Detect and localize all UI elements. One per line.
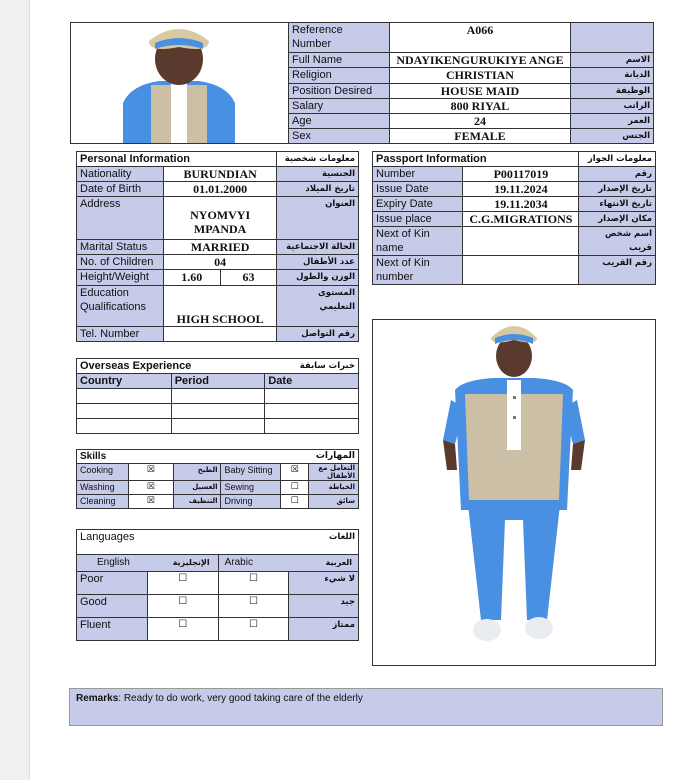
full-name-value: NDAYIKENGURUKIYE ANGE (389, 53, 571, 68)
skill-sewing-label: Sewing (221, 481, 281, 495)
address-arabic: العنوان (277, 197, 359, 240)
english-good-checkbox[interactable]: ☐ (147, 595, 218, 618)
salary-label: Salary (288, 98, 389, 113)
language-good-arabic: جيد (289, 595, 359, 618)
remarks-text: : Ready to do work, very good taking care of the elderly (118, 693, 363, 704)
skill-cleaning-label: Cleaning (77, 495, 129, 509)
full-body-photo (372, 319, 656, 666)
issue-date-value: 19.11.2024 (463, 182, 579, 197)
skill-driving-arabic: سائق (309, 495, 359, 509)
tel-value (163, 327, 277, 342)
religion-label: Religion (288, 68, 389, 83)
dob-arabic: تاريخ الميلاد (277, 182, 359, 197)
age-label: Age (288, 113, 389, 128)
marital-arabic: الحالة الاجتماعية (277, 240, 359, 255)
kin-number-arabic: رقم القريب (579, 256, 656, 285)
skill-washing-label: Washing (77, 481, 129, 495)
skill-washing-arabic: الغسيل (173, 481, 221, 495)
english-fluent-checkbox[interactable]: ☐ (147, 618, 218, 641)
education-arabic: المستوى التعليمي (277, 286, 359, 327)
nationality-label: Nationality (77, 167, 164, 182)
skill-cooking-checkbox[interactable]: ☒ (128, 464, 173, 481)
overseas-row (77, 404, 359, 419)
issue-place-label: Issue place (373, 212, 463, 227)
skill-sewing-arabic: الخياطة (309, 481, 359, 495)
height-weight-arabic: الوزن والطول (277, 270, 359, 286)
arabic-good-checkbox[interactable]: ☐ (218, 595, 289, 618)
position-value: HOUSE MAID (389, 83, 571, 98)
skill-babysitting-label: Baby Sitting (221, 464, 281, 481)
english-arabic: الإنجليزية (172, 558, 210, 567)
reference-label: Reference Number (288, 23, 389, 53)
skill-cleaning-arabic: التنظيف (173, 495, 221, 509)
english-label: English (97, 557, 130, 568)
expiry-date-arabic: تاريخ الانتهاء (579, 197, 656, 212)
language-fluent-arabic: ممتاز (289, 618, 359, 641)
reference-value: A066 (389, 23, 571, 53)
header-block (70, 22, 654, 144)
age-value: 24 (389, 113, 571, 128)
language-good-label: Good (77, 595, 148, 618)
address-label: Address (77, 197, 164, 240)
sex-value: FEMALE (389, 128, 571, 143)
issue-place-arabic: مكان الإصدار (579, 212, 656, 227)
skill-cooking-label: Cooking (77, 464, 129, 481)
passport-info-title: Passport Information (373, 152, 579, 167)
full-name-label: Full Name (288, 53, 389, 68)
height-weight-cell (163, 270, 277, 286)
sex-label: Sex (288, 128, 389, 143)
overseas-header-country: Country (77, 374, 172, 389)
arabic-arabic: العربية (325, 558, 352, 567)
tel-arabic: رقم التواصل (277, 327, 359, 342)
languages-title-arabic: اللغات (218, 530, 358, 555)
skills-title-arabic: المهارات (221, 450, 359, 464)
kin-number-value (463, 256, 579, 285)
dob-label: Date of Birth (77, 182, 164, 197)
arabic-poor-checkbox[interactable]: ☐ (218, 572, 289, 595)
skill-babysitting-arabic: التعامل مع الأطفال (309, 464, 359, 481)
personal-info-section (76, 151, 359, 342)
page-side-rail (0, 0, 30, 780)
expiry-date-label: Expiry Date (373, 197, 463, 212)
skill-cleaning-checkbox[interactable]: ☒ (128, 495, 173, 509)
passport-number-value: P00117019 (463, 167, 579, 182)
education-value: HIGH SCHOOL (163, 286, 277, 327)
skill-babysitting-checkbox[interactable]: ☒ (281, 464, 309, 481)
kin-name-label: Next of Kin name (373, 227, 463, 256)
skill-washing-checkbox[interactable]: ☒ (128, 481, 173, 495)
language-poor-arabic: لا شيء (289, 572, 359, 595)
passport-number-label: Number (373, 167, 463, 182)
skills-section (76, 449, 359, 509)
remarks-label: Remarks (76, 693, 119, 704)
personal-info-title: Personal Information (77, 152, 277, 167)
address-value: NYOMVYI MPANDA (163, 197, 277, 240)
english-poor-checkbox[interactable]: ☐ (147, 572, 218, 595)
height-weight-label: Height/Weight (77, 270, 164, 286)
language-fluent-label: Fluent (77, 618, 148, 641)
skill-driving-checkbox[interactable]: ☐ (281, 495, 309, 509)
kin-name-value (463, 227, 579, 256)
tel-label: Tel. Number (77, 327, 164, 342)
skills-title: Skills (77, 450, 221, 464)
children-value: 04 (163, 255, 277, 270)
portrait-photo (71, 23, 287, 143)
dob-value: 01.01.2000 (163, 182, 277, 197)
arabic-label: Arabic (224, 557, 253, 568)
age-arabic: العمر (571, 113, 654, 128)
religion-arabic: الديانة (571, 68, 654, 83)
kin-number-label: Next of Kin number (373, 256, 463, 285)
issue-place-value: C.G.MIGRATIONS (463, 212, 579, 227)
overseas-header-date: Date (265, 374, 359, 389)
weight-value: 63 (242, 270, 255, 284)
religion-value: CHRISTIAN (389, 68, 571, 83)
sex-arabic: الجنس (571, 128, 654, 143)
height-value: 1.60 (164, 270, 220, 285)
marital-label: Marital Status (77, 240, 164, 255)
full-name-arabic: الاسم (571, 53, 654, 68)
overseas-row (77, 419, 359, 434)
arabic-header-cell (218, 555, 358, 572)
overseas-title-arabic: خبرات سابقة (265, 359, 359, 374)
salary-value: 800 RIYAL (389, 98, 571, 113)
reference-arabic (571, 23, 654, 53)
children-label: No. of Children (77, 255, 164, 270)
passport-number-arabic: رقم (579, 167, 656, 182)
expiry-date-value: 19.11.2034 (463, 197, 579, 212)
nationality-arabic: الجنسية (277, 167, 359, 182)
language-poor-label: Poor (77, 572, 148, 595)
children-arabic: عدد الأطفال (277, 255, 359, 270)
salary-arabic: الراتب (571, 98, 654, 113)
kin-name-arabic: اسم شخص قريب (579, 227, 656, 256)
languages-section (76, 529, 359, 641)
overseas-header-period: Period (171, 374, 265, 389)
portrait-cell (71, 23, 289, 144)
skill-sewing-checkbox[interactable]: ☐ (281, 481, 309, 495)
issue-date-label: Issue Date (373, 182, 463, 197)
education-label: Education Qualifications (77, 286, 164, 327)
passport-info-title-arabic: معلومات الجواز (579, 152, 656, 167)
overseas-title: Overseas Experience (77, 359, 265, 374)
full-body-figure (373, 320, 655, 665)
issue-date-arabic: تاريخ الإصدار (579, 182, 656, 197)
nationality-value: BURUNDIAN (163, 167, 277, 182)
marital-value: MARRIED (163, 240, 277, 255)
personal-info-title-arabic: معلومات شخصية (277, 152, 359, 167)
overseas-experience-section (76, 358, 359, 434)
position-label: Position Desired (288, 83, 389, 98)
position-arabic: الوظيفة (571, 83, 654, 98)
english-header-cell (77, 555, 219, 572)
languages-title: Languages (77, 530, 219, 555)
passport-info-section (372, 151, 656, 285)
overseas-row (77, 389, 359, 404)
skill-driving-label: Driving (221, 495, 281, 509)
remarks-box (69, 688, 663, 726)
skill-cooking-arabic: الطبخ (173, 464, 221, 481)
arabic-fluent-checkbox[interactable]: ☐ (218, 618, 289, 641)
